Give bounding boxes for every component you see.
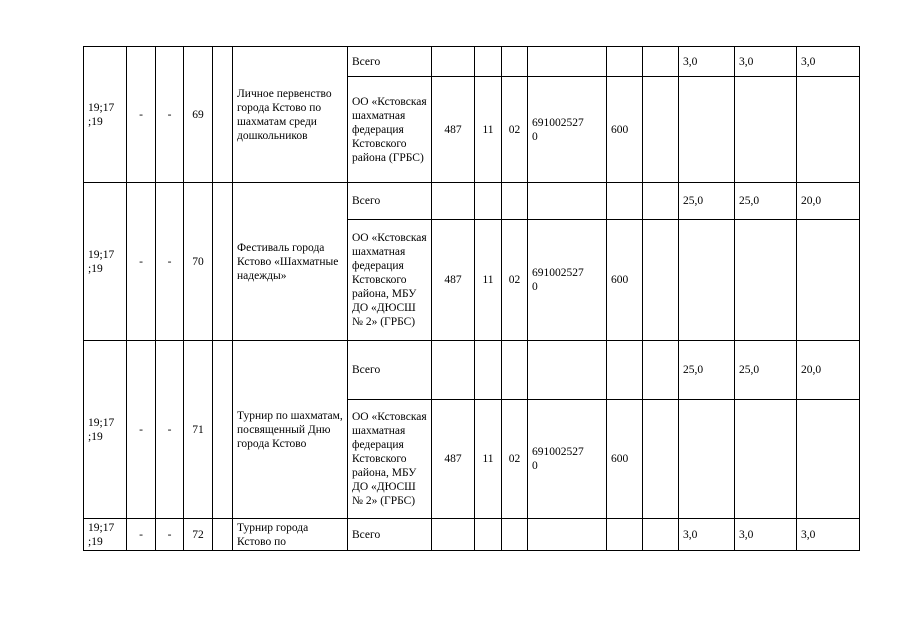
empty-cell [797, 400, 860, 519]
empty-cell [475, 341, 502, 400]
empty-cell [607, 47, 643, 77]
empty-cell [735, 400, 797, 519]
dash-cell: - [127, 341, 156, 519]
empty-cell [502, 519, 528, 551]
value-cell: 3,0 [735, 519, 797, 551]
code-cell: 02 [502, 77, 528, 183]
value-cell: 3,0 [797, 47, 860, 77]
empty-cell [643, 341, 679, 400]
empty-cell [643, 183, 679, 220]
empty-cell [432, 341, 475, 400]
value-cell: 25,0 [679, 183, 735, 220]
dash-cell: - [156, 47, 184, 183]
dash-cell: - [127, 519, 156, 551]
empty-cell [679, 220, 735, 341]
table-row [84, 519, 860, 551]
dash-cell: - [127, 183, 156, 341]
code-cell: 600 [607, 400, 643, 519]
table-row [84, 183, 860, 220]
org-name: ОО «Кстовская шахматная федерация Кстовского района, МБУ ДО «ДЮСШ № 2» (ГРБС) [348, 400, 432, 519]
row-code: 19;17 ;19 [84, 519, 127, 551]
empty-cell [213, 519, 233, 551]
empty-cell [643, 519, 679, 551]
empty-cell [607, 183, 643, 220]
empty-cell [679, 400, 735, 519]
code-cell: 487 [432, 400, 475, 519]
code-cell: 691002527 0 [528, 220, 607, 341]
budget-table [83, 46, 860, 551]
empty-cell [475, 519, 502, 551]
empty-cell [797, 220, 860, 341]
empty-cell [607, 519, 643, 551]
code-cell: 600 [607, 220, 643, 341]
empty-cell [213, 47, 233, 183]
row-code: 19;17 ;19 [84, 183, 127, 341]
empty-cell [643, 400, 679, 519]
dash-cell: - [127, 47, 156, 183]
org-name: ОО «Кстовская шахматная федерация Кстовского района, МБУ ДО «ДЮСШ № 2» (ГРБС) [348, 220, 432, 341]
event-title: Личное первенство города Кстово по шахматам среди дошкольников [233, 47, 348, 183]
empty-cell [432, 519, 475, 551]
empty-cell [528, 183, 607, 220]
row-number: 70 [184, 183, 213, 341]
code-cell: 487 [432, 77, 475, 183]
code-cell: 02 [502, 400, 528, 519]
row-number: 69 [184, 47, 213, 183]
empty-cell [735, 220, 797, 341]
total-label: Всего [348, 183, 432, 220]
empty-cell [528, 47, 607, 77]
empty-cell [213, 183, 233, 341]
code-cell: 11 [475, 220, 502, 341]
code-cell: 11 [475, 77, 502, 183]
empty-cell [643, 77, 679, 183]
value-cell: 20,0 [797, 341, 860, 400]
table-row [84, 341, 860, 400]
event-title: Фестиваль города Кстово «Шахматные надежды» [233, 183, 348, 341]
code-cell: 02 [502, 220, 528, 341]
value-cell: 25,0 [735, 183, 797, 220]
row-code: 19;17 ;19 [84, 47, 127, 183]
total-label: Всего [348, 47, 432, 77]
row-number: 72 [184, 519, 213, 551]
empty-cell [679, 77, 735, 183]
empty-cell [475, 47, 502, 77]
dash-cell: - [156, 341, 184, 519]
empty-cell [735, 77, 797, 183]
empty-cell [643, 220, 679, 341]
empty-cell [432, 183, 475, 220]
empty-cell [607, 341, 643, 400]
value-cell: 3,0 [679, 519, 735, 551]
value-cell: 25,0 [679, 341, 735, 400]
org-name: ОО «Кстовская шахматная федерация Кстовского района (ГРБС) [348, 77, 432, 183]
value-cell: 25,0 [735, 341, 797, 400]
code-cell: 691002527 0 [528, 400, 607, 519]
empty-cell [475, 183, 502, 220]
empty-cell [528, 341, 607, 400]
value-cell: 20,0 [797, 183, 860, 220]
table-row [84, 47, 860, 77]
row-number: 71 [184, 341, 213, 519]
empty-cell [432, 47, 475, 77]
empty-cell [643, 47, 679, 77]
dash-cell: - [156, 183, 184, 341]
empty-cell [528, 519, 607, 551]
code-cell: 600 [607, 77, 643, 183]
code-cell: 11 [475, 400, 502, 519]
row-code: 19;17 ;19 [84, 341, 127, 519]
dash-cell: - [156, 519, 184, 551]
empty-cell [502, 47, 528, 77]
event-title: Турнир города Кстово по [233, 519, 348, 551]
empty-cell [797, 77, 860, 183]
event-title: Турнир по шахматам, посвященный Дню города Кстово [233, 341, 348, 519]
value-cell: 3,0 [797, 519, 860, 551]
total-label: Всего [348, 519, 432, 551]
value-cell: 3,0 [735, 47, 797, 77]
empty-cell [502, 341, 528, 400]
total-label: Всего [348, 341, 432, 400]
code-cell: 487 [432, 220, 475, 341]
value-cell: 3,0 [679, 47, 735, 77]
empty-cell [502, 183, 528, 220]
code-cell: 691002527 0 [528, 77, 607, 183]
empty-cell [213, 341, 233, 519]
